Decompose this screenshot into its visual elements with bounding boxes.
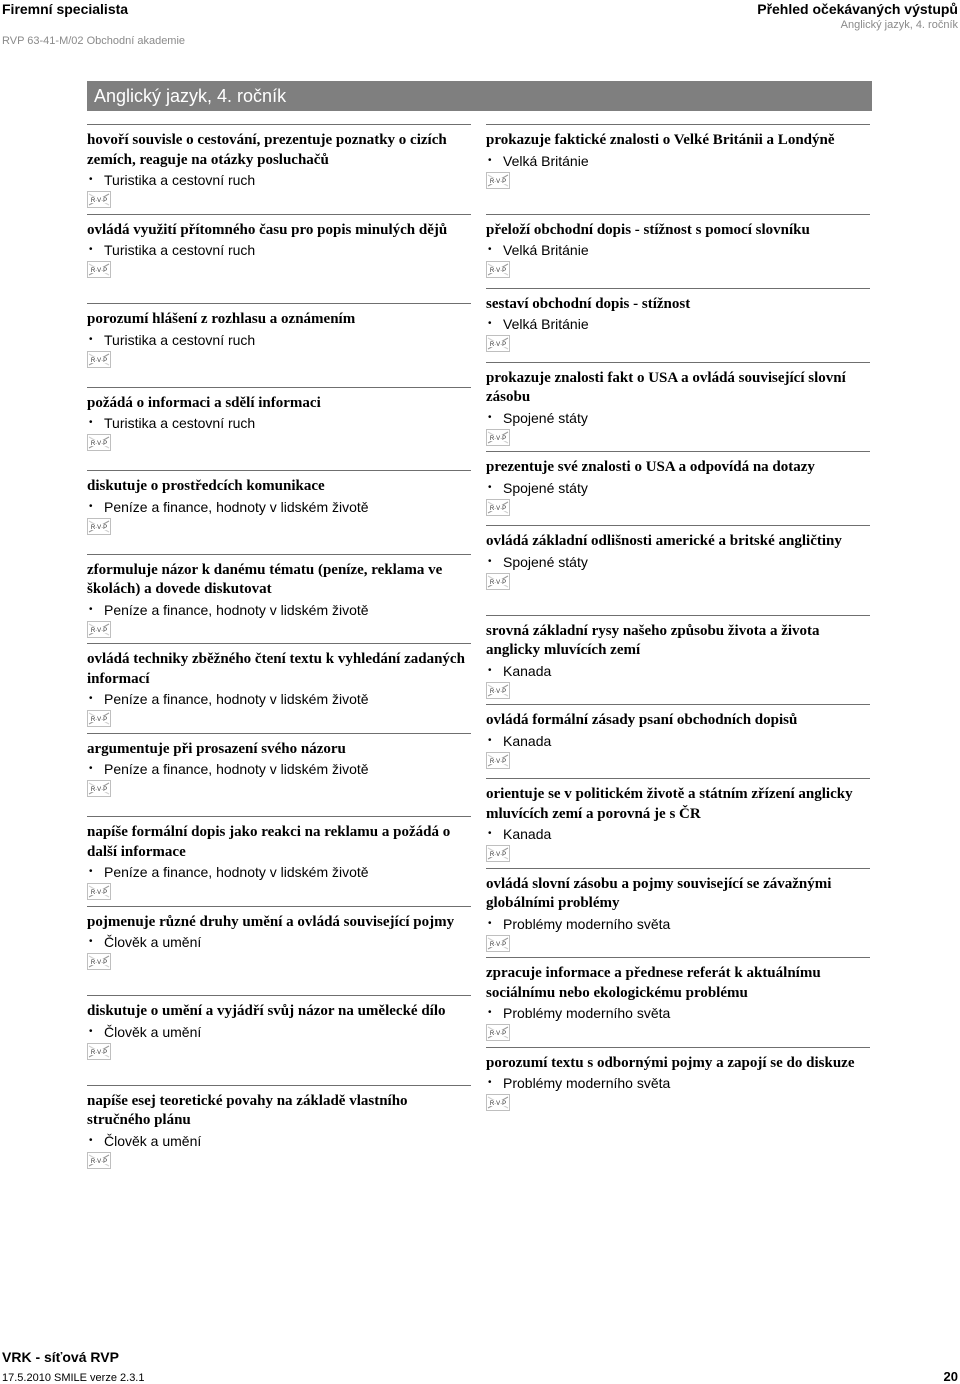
bullet-icon: • <box>488 555 492 567</box>
bullet-icon: • <box>89 417 93 428</box>
outcome-item <box>486 451 870 525</box>
outcome-topic <box>87 933 471 951</box>
outcome-item <box>87 387 471 471</box>
topic-label: Problémy moderního světa <box>503 1075 671 1091</box>
outcome-title: porozumí textu s odbornými pojmy a zapojí se do diskuze <box>486 1054 855 1071</box>
outcome-item <box>486 288 870 362</box>
svg-text:R·V·P: R·V·P <box>90 627 108 634</box>
rvp-icon <box>87 1043 111 1060</box>
outcome-topic <box>87 414 471 432</box>
topic-label: Spojené státy <box>503 479 588 496</box>
bullet-icon: • <box>89 333 93 345</box>
topic-label: Peníze a finance, hodnoty v lidském životě <box>104 601 369 618</box>
outcome-item <box>87 816 471 906</box>
outcome-title: ovládá využití přítomného času pro popis minulých dějů <box>87 221 448 238</box>
rvp-icon <box>87 1152 111 1169</box>
rvp-icon <box>87 710 111 727</box>
outcome-item <box>486 214 870 288</box>
rvp-icon <box>486 573 510 590</box>
outcome-item <box>87 733 471 817</box>
outcome-title: ovládá formální zásady psaní obchodních dopisů <box>486 712 798 728</box>
outcome-title: prokazuje znalosti fakt o USA a ovládá související slovní zásobu <box>486 369 846 405</box>
bullet-icon: • <box>89 866 93 877</box>
topic-label: Peníze a finance, hodnoty v lidském životě <box>104 761 369 777</box>
topic-label: Kanada <box>503 662 552 679</box>
topic-label: Člověk a umění <box>104 1132 202 1149</box>
bullet-icon: • <box>488 664 492 676</box>
outcome-item <box>486 868 870 958</box>
topic-label: Turistika a cestovní ruch <box>104 242 256 258</box>
outcome-topic <box>486 1074 870 1092</box>
section-banner: Anglický jazyk, 4. ročník <box>87 81 872 111</box>
outcome-topic <box>486 315 870 333</box>
bullet-icon: • <box>488 154 492 166</box>
outcome-item <box>486 704 870 778</box>
outcome-topic <box>87 1132 471 1150</box>
bullet-icon: • <box>488 917 492 929</box>
topic-label: Problémy moderního světa <box>503 1005 671 1021</box>
bullet-icon: • <box>89 500 93 512</box>
page-number: 20 <box>943 1369 958 1384</box>
rvp-icon <box>486 261 510 278</box>
topic-label: Člověk a umění <box>104 1023 202 1040</box>
outcome-item <box>87 554 471 644</box>
outcome-topic <box>87 601 471 619</box>
outcome-topic <box>87 241 471 259</box>
rvp-icon <box>87 434 111 451</box>
outcome-topic <box>486 1004 870 1022</box>
svg-text:R·V·P: R·V·P <box>90 441 108 448</box>
outcome-item <box>486 124 870 214</box>
svg-text:R·V·P: R·V·P <box>489 178 507 185</box>
rvp-icon <box>486 172 510 189</box>
svg-text:R·V·P: R·V·P <box>489 1031 507 1038</box>
bullet-icon: • <box>488 828 492 839</box>
bullet-icon: • <box>89 763 93 774</box>
svg-text:R·V·P: R·V·P <box>489 758 507 765</box>
outcome-item <box>87 643 471 733</box>
rvp-icon <box>486 429 510 446</box>
rvp-icon <box>87 351 111 368</box>
svg-text:R·V·P: R·V·P <box>90 890 108 897</box>
outcome-title: požádá o informaci a sdělí informaci <box>87 394 321 411</box>
rvp-icon <box>87 621 111 638</box>
svg-text:R·V·P: R·V·P <box>90 960 108 967</box>
bullet-icon: • <box>488 481 492 493</box>
outcome-title: ovládá slovní zásobu a pojmy související se závažnými globálními problémy <box>486 875 832 911</box>
outcome-topic <box>486 825 870 843</box>
outcome-topic <box>486 732 870 750</box>
topic-label: Spojené státy <box>503 409 588 426</box>
outcome-item <box>87 470 471 554</box>
rvp-icon <box>87 883 111 900</box>
rvp-icon <box>486 335 510 352</box>
topic-label: Člověk a umění <box>104 934 202 950</box>
outcome-topic <box>486 479 870 497</box>
outcome-title: ovládá základní odlišnosti americké a britské angličtiny <box>486 533 842 549</box>
topic-label: Peníze a finance, hodnoty v lidském životě <box>104 691 369 707</box>
svg-text:R·V·P: R·V·P <box>489 268 507 275</box>
bullet-icon: • <box>89 936 93 947</box>
bullet-icon: • <box>89 1134 93 1146</box>
svg-text:R·V·P: R·V·P <box>90 357 108 364</box>
bullet-icon: • <box>488 1007 492 1018</box>
rvp-icon <box>486 752 510 769</box>
footer-version: 17.5.2010 SMILE verze 2.3.1 <box>2 1372 145 1384</box>
rvp-icon <box>87 518 111 535</box>
bullet-icon: • <box>488 244 492 255</box>
svg-text:R·V·P: R·V·P <box>90 198 108 205</box>
outcome-topic <box>87 1023 471 1041</box>
topic-label: Peníze a finance, hodnoty v lidském životě <box>104 864 369 880</box>
outcome-topic <box>486 915 870 933</box>
outcome-item <box>87 1085 471 1175</box>
outcome-topic <box>87 760 471 778</box>
svg-text:R·V·P: R·V·P <box>90 524 108 531</box>
bullet-icon: • <box>488 734 492 746</box>
outcome-title: zformuluje názor k danému tématu (peníze, reklama ve školách) a dovede diskutovat <box>87 561 443 597</box>
rvp-icon <box>87 953 111 970</box>
rvp-icon <box>87 780 111 797</box>
outcome-title: diskutuje o umění a vyjádří svůj názor na umělecké dílo <box>87 1003 446 1019</box>
bullet-icon: • <box>89 1025 93 1037</box>
bullet-icon: • <box>89 244 93 255</box>
outcome-item <box>87 303 471 387</box>
topic-label: Problémy moderního světa <box>503 915 671 932</box>
footer-title: VRK - síťová RVP <box>2 1349 119 1365</box>
svg-text:R·V·P: R·V·P <box>90 1049 108 1056</box>
svg-text:R·V·P: R·V·P <box>489 1101 507 1108</box>
outcome-item <box>87 124 471 214</box>
svg-text:R·V·P: R·V·P <box>90 268 108 275</box>
outcome-title: napíše formální dopis jako reakci na reklamu a požádá o další informace <box>87 824 451 860</box>
rvp-icon <box>486 499 510 516</box>
outcome-topic <box>486 152 870 170</box>
svg-text:R·V·P: R·V·P <box>90 717 108 724</box>
svg-text:R·V·P: R·V·P <box>489 941 507 948</box>
outcome-topic <box>486 553 870 571</box>
rvp-icon <box>486 1024 510 1041</box>
outcome-title: diskutuje o prostředcích komunikace <box>87 478 325 494</box>
outcome-topic <box>87 863 471 881</box>
svg-text:R·V·P: R·V·P <box>489 435 507 442</box>
outcome-title: přeloží obchodní dopis - stížnost s pomocí slovníku <box>486 221 810 238</box>
outcome-title: ovládá techniky zběžného čtení textu k vyhledání zadaných informací <box>87 651 465 687</box>
header-right-title: Přehled očekávaných výstupů <box>757 1 958 17</box>
topic-label: Turistika a cestovní ruch <box>104 172 256 188</box>
outcome-title: srovná základní rysy našeho způsobu života a života anglicky mluvících zemí <box>486 622 820 658</box>
outcome-topic <box>486 241 870 259</box>
svg-text:R·V·P: R·V·P <box>90 787 108 794</box>
svg-text:R·V·P: R·V·P <box>489 688 507 695</box>
outcome-title: pojmenuje různé druhy umění a ovládá související pojmy <box>87 913 455 930</box>
topic-label: Peníze a finance, hodnoty v lidském životě <box>104 498 369 515</box>
topic-label: Velká Británie <box>503 152 589 169</box>
rvp-icon <box>486 935 510 952</box>
rvp-icon <box>87 191 111 208</box>
svg-text:R·V·P: R·V·P <box>489 505 507 512</box>
outcomes-column-right <box>486 124 870 1136</box>
outcome-item <box>87 906 471 996</box>
outcome-item <box>87 214 471 304</box>
rvp-icon <box>87 261 111 278</box>
bullet-icon: • <box>488 318 492 329</box>
rvp-icon <box>486 682 510 699</box>
outcome-title: zpracuje informace a přednese referát k aktuálnímu sociálnímu nebo ekologickému problému <box>486 965 821 1001</box>
outcome-topic <box>87 498 471 516</box>
outcome-item <box>486 362 870 452</box>
outcome-item <box>486 525 870 615</box>
topic-label: Kanada <box>503 732 552 749</box>
outcome-item <box>486 778 870 868</box>
outcome-title: orientuje se v politickém životě a státním zřízení anglicky mluvících zemí a porovná je s ČR <box>486 786 853 822</box>
outcome-title: argumentuje při prosazení svého názoru <box>87 740 346 757</box>
outcome-topic <box>486 409 870 427</box>
outcome-item <box>486 957 870 1047</box>
svg-text:R·V·P: R·V·P <box>489 342 507 349</box>
outcome-item <box>486 1047 870 1137</box>
outcome-title: porozumí hlášení z rozhlasu a oznámením <box>87 311 356 327</box>
outcome-topic <box>87 690 471 708</box>
bullet-icon: • <box>89 174 93 185</box>
rvp-icon <box>486 1094 510 1111</box>
outcome-topic <box>87 171 471 189</box>
outcome-title: sestaví obchodní dopis - stížnost <box>486 295 691 312</box>
svg-text:R·V·P: R·V·P <box>90 1158 108 1165</box>
svg-text:R·V·P: R·V·P <box>489 579 507 586</box>
bullet-icon: • <box>488 1077 492 1088</box>
header-right-subtitle: Anglický jazyk, 4. ročník <box>840 19 958 31</box>
outcomes-column-left <box>87 124 471 1174</box>
topic-label: Turistika a cestovní ruch <box>104 415 256 431</box>
outcome-topic <box>486 662 870 680</box>
topic-label: Velká Británie <box>503 316 589 332</box>
topic-label: Spojené státy <box>503 553 588 570</box>
svg-text:R·V·P: R·V·P <box>489 852 507 859</box>
header-left-subtitle: RVP 63-41-M/02 Obchodní akademie <box>2 35 186 47</box>
topic-label: Turistika a cestovní ruch <box>104 331 256 348</box>
outcome-title: prokazuje faktické znalosti o Velké Británii a Londýně <box>486 132 835 148</box>
outcome-title: prezentuje své znalosti o USA a odpovídá na dotazy <box>486 459 815 475</box>
bullet-icon: • <box>89 693 93 704</box>
outcome-title: hovoří souvisle o cestování, prezentuje poznatky o cizích zemích, reaguje na otázky posluchačů <box>87 132 447 168</box>
outcome-title: napíše esej teoretické povahy na základě vlastního stručného plánu <box>87 1092 408 1128</box>
outcome-item <box>486 615 870 705</box>
topic-label: Velká Británie <box>503 242 589 258</box>
topic-label: Kanada <box>503 826 552 842</box>
rvp-icon <box>486 845 510 862</box>
bullet-icon: • <box>89 603 93 615</box>
header-left-title: Firemní specialista <box>2 1 129 17</box>
outcome-item <box>87 995 471 1085</box>
outcome-topic <box>87 331 471 349</box>
bullet-icon: • <box>488 411 492 423</box>
